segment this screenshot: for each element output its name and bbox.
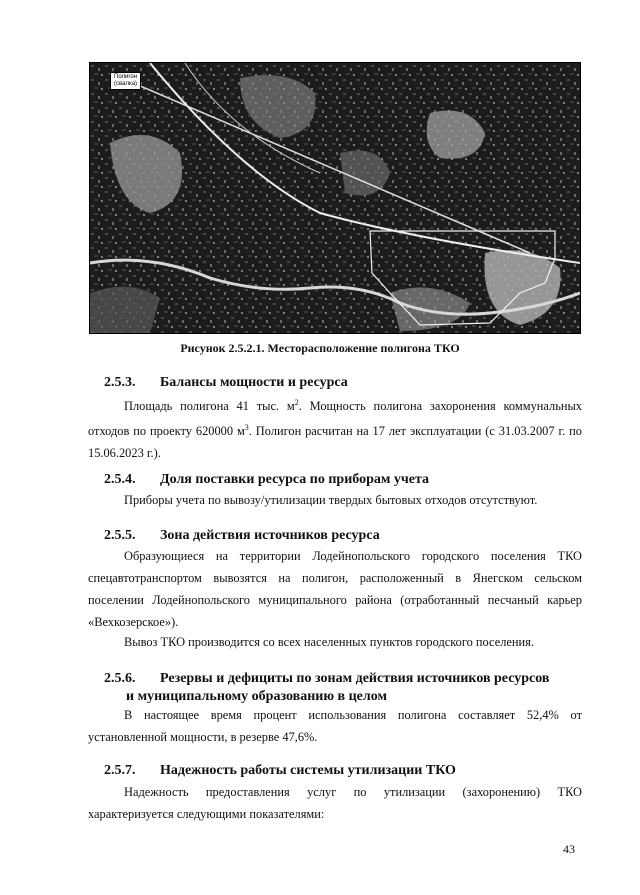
paragraph-balances: Площадь полигона 41 тыс. $м^2$. Мощность полигона захоронения коммунальных отходов по проекту 620000 $м^3$. Полигон расчитан на 17 лет эксплуатации (с 31.03.2007 г. по 15.06.2023 г.). [88, 398, 582, 461]
section-heading-2-5-7: 2.5.7. Надежность работы системы утилизации ТКО [104, 763, 456, 778]
section-heading-2-5-6: 2.5.6. Резервы и дефициты по зонам действия источников ресурсов и муниципальному образованию в целом [104, 671, 550, 704]
figure-caption: Рисунок 2.5.2.1. Месторасположение полигона ТКО [180, 341, 460, 355]
paragraph-metering: Приборы учета по вывозу/утилизации твердых бытовых отходов отсутствуют. [124, 493, 538, 507]
map-figure [89, 62, 581, 334]
paragraph-zone: Образующиеся на территории Лодейнопольского городского поселения ТКО спецавтотранспортом вывозятся на полигон, расположенный в Янегском сельском поселении Лодейнопольского муниципального района (отработанный песчаный карьер «Вехкозерское»). [88, 549, 582, 629]
page-number: 43 [563, 842, 575, 856]
satellite-map-image [90, 63, 580, 333]
section-heading-2-5-3: 2.5.3. Балансы мощности и ресурса [104, 375, 348, 390]
paragraph-reliability: Надежность предоставления услуг по утилизации (захоронению) ТКО характеризуется следующими показателями: [88, 785, 582, 821]
paragraph-collection: Вывоз ТКО производится со всех населенных пунктов городского поселения. [124, 635, 534, 649]
paragraph-reserves: В настоящее время процент использования полигона составляет 52,4% от установленной мощности, в резерве 47,6%. [88, 708, 582, 744]
section-heading-2-5-4: 2.5.4. Доля поставки ресурса по приборам учета [104, 472, 430, 487]
map-landfill-label: Полигон (свалка) [110, 72, 141, 90]
section-heading-2-5-5: 2.5.5. Зона действия источников ресурса [104, 528, 380, 543]
